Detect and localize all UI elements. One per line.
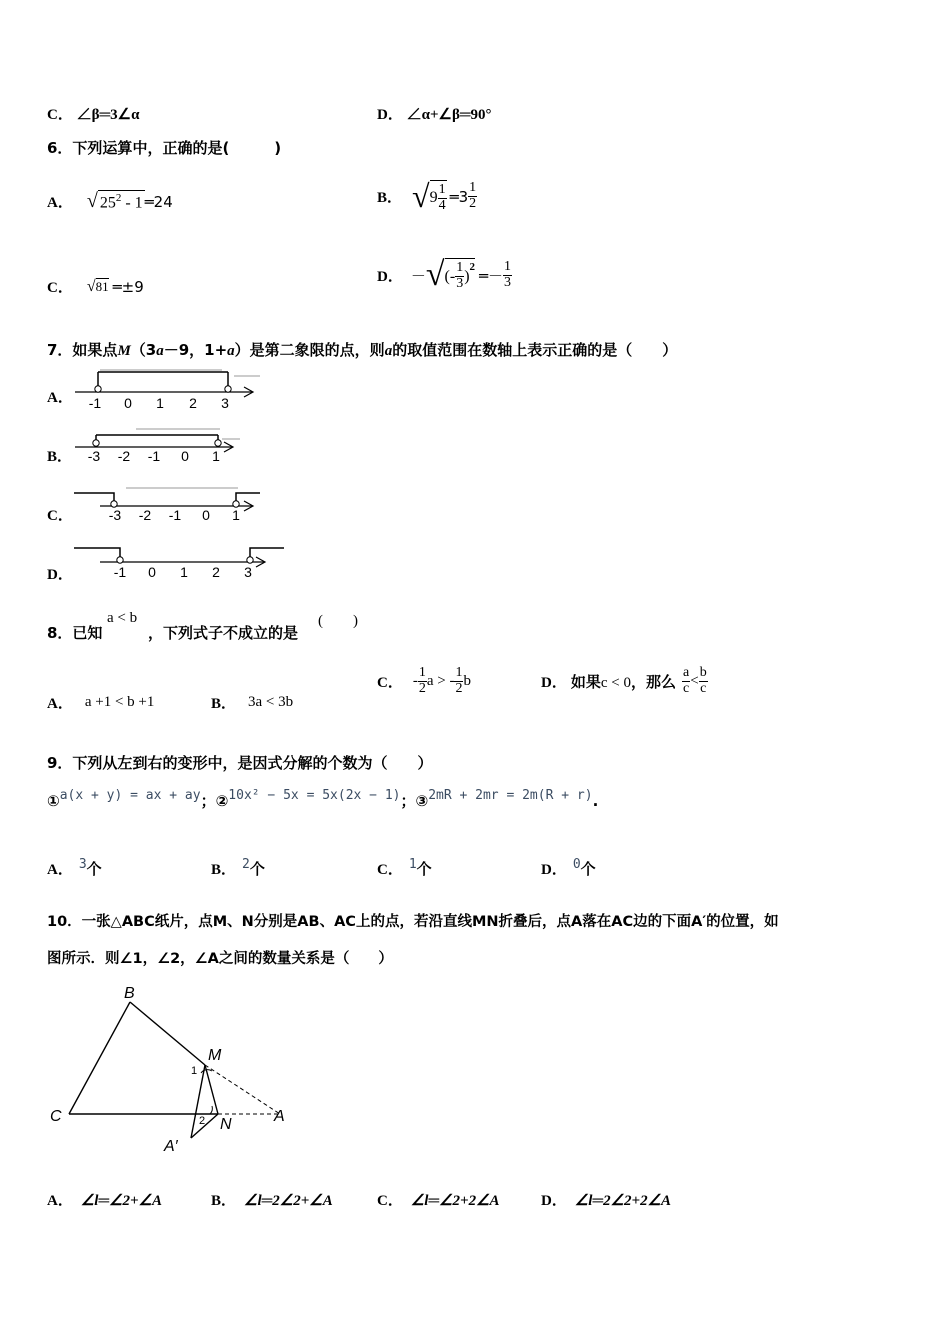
label-n: N xyxy=(220,1116,232,1133)
tick-label: -2 xyxy=(117,448,131,464)
q7-option-d-label: D． xyxy=(47,567,73,583)
tick-label: 0 xyxy=(181,448,189,464)
q9-formulas xyxy=(47,790,598,811)
side-bm xyxy=(130,1002,205,1065)
q5-option-d xyxy=(377,103,492,124)
tick-label: 3 xyxy=(221,395,229,411)
q7-stem: 7．如果点M（3a－9，1+a）是第二象限的点，则a的取值范围在数轴上表示正确的是（ ） xyxy=(47,341,678,359)
q9-option-a: A． 3个 xyxy=(47,857,102,878)
tick-label: 1 xyxy=(232,507,240,523)
sqrt-icon: √ xyxy=(412,178,430,214)
q7-option-c-label: C． xyxy=(47,508,73,524)
separator: ；③ xyxy=(400,792,429,810)
tick-label: -3 xyxy=(87,448,101,464)
radicand: 81 xyxy=(95,279,109,294)
q8-condition: a < b xyxy=(107,610,138,626)
q8-stem-pre: 8．已知 xyxy=(47,624,103,642)
formula-1: a(x + y) = ax + ay xyxy=(59,788,201,803)
tick-label: 2 xyxy=(212,564,220,580)
q9-option-b: B． 2个 xyxy=(211,857,265,878)
period: . xyxy=(592,792,599,810)
angle-2-arc xyxy=(210,1106,212,1114)
q10-stem-line1: 10．一张△ABC纸片，点M、N分别是AB、AC上的点，若沿直线MN折叠后，点A落在AC边的下面A′的位置，如 xyxy=(47,914,779,930)
tick-label: -1 xyxy=(113,564,127,580)
q10-option-a: A． ∠l═∠2+∠A xyxy=(47,1193,163,1209)
q9-option-d: D． 0个 xyxy=(541,857,596,878)
tick-label: 1 xyxy=(156,395,164,411)
q7-option-b-label: B． xyxy=(47,449,73,465)
equals-value: ═－ xyxy=(479,266,504,285)
q8-option-a xyxy=(47,692,154,713)
circled-number: ① xyxy=(47,792,60,810)
tick-label: 0 xyxy=(202,507,210,523)
q10-option-c: C． ∠l═∠2+2∠A xyxy=(377,1193,500,1209)
tick-label: -1 xyxy=(168,507,182,523)
q6-stem: 6．下列运算中，正确的是( ) xyxy=(47,139,282,157)
number-line-c xyxy=(70,484,265,529)
tick-label: 2 xyxy=(189,395,197,411)
radicand: $25^2 - 1$ xyxy=(99,192,143,212)
q9-option-c: C． 1个 xyxy=(377,857,432,878)
q10-stem-line2: 图所示．则∠1，∠2，∠A之间的数量关系是（ ） xyxy=(47,951,393,967)
option-label: C． xyxy=(47,107,73,123)
q10-option-b: B． ∠l═2∠2+∠A xyxy=(211,1193,333,1209)
tick-label: 1 xyxy=(212,448,220,464)
separator: ；② xyxy=(200,792,229,810)
option-text: a +1 < b +1 xyxy=(84,694,155,710)
label-a: A xyxy=(274,1108,285,1125)
tick-label: 1 xyxy=(180,564,188,580)
option-label: B． xyxy=(211,696,237,712)
option-label: B． xyxy=(377,190,403,206)
sqrt-icon: √ xyxy=(86,277,96,295)
sqrt-icon: √ xyxy=(425,256,445,293)
equals-value: ═3 xyxy=(449,187,469,206)
option-label: D． xyxy=(541,675,567,692)
option-label: A． xyxy=(47,696,73,712)
q6-option-d: D． － √ (- $\frac{1}{3}$ ) $^2$ ═－ $\frac{1}{3}$ xyxy=(377,256,512,293)
q8-option-d: D． 如果 c < 0 ，那么 $\frac{a}{c}$ < $\frac{b}{c}$ xyxy=(541,665,707,696)
q6-option-a xyxy=(47,190,173,213)
q8-option-c: C． - $\frac{1}{2}$ a > - $\frac{1}{2}$ b xyxy=(377,665,471,696)
radicand: (- $\frac{1}{3}$ ) $^2$ xyxy=(444,260,476,291)
option-text: ∠β═3∠α xyxy=(76,107,140,123)
formula-3: 2mR + 2mr = 2m(R + r) xyxy=(428,788,593,803)
q6-option-c xyxy=(47,276,144,297)
formula-2: 10x² − 5x = 5x(2x − 1) xyxy=(228,788,401,803)
tick-label: -1 xyxy=(147,448,161,464)
minus-sign: － xyxy=(410,266,426,285)
option-label: C． xyxy=(377,675,403,692)
q9-stem: 9．下列从左到右的变形中，是因式分解的个数为（ ） xyxy=(47,754,433,772)
q5-option-c xyxy=(47,103,139,124)
q8-stem-post: ，下列式子不成立的是 xyxy=(148,624,299,642)
tick-label: 3 xyxy=(244,564,252,580)
label-c: C xyxy=(50,1108,62,1125)
option-label: D． xyxy=(377,268,403,285)
tick-label: -1 xyxy=(88,395,102,411)
fold-mn xyxy=(205,1065,218,1114)
tick-label: -3 xyxy=(108,507,122,523)
tick-label: 0 xyxy=(124,395,132,411)
q10-option-d: D． ∠l═2∠2+2∠A xyxy=(541,1193,672,1209)
side-cb xyxy=(69,1002,130,1114)
label-b: B xyxy=(124,985,135,1002)
option-text: ∠α+∠β═90° xyxy=(406,107,492,123)
option-label: D． xyxy=(377,107,403,123)
q6-option-b: B． √ 9 $\frac{1}{4}$ ═3 $\frac{1}{2}$ xyxy=(377,178,477,214)
option-text: 3a < 3b xyxy=(248,694,294,710)
q8-paren: ( ) xyxy=(318,613,358,629)
number-line-b xyxy=(70,425,245,470)
tick-label: -2 xyxy=(138,507,152,523)
number-line-d xyxy=(70,542,290,587)
q7-option-a-label: A． xyxy=(47,390,73,406)
label-2: 2 xyxy=(199,1115,206,1127)
label-1: 1 xyxy=(191,1065,198,1077)
option-label: A． xyxy=(47,195,73,211)
label-a-prime: A′ xyxy=(164,1138,178,1155)
radicand: 9 $\frac{1}{4}$ xyxy=(429,181,446,213)
option-label: C． xyxy=(47,280,73,296)
equals-value: ═24 xyxy=(144,192,173,211)
q8-option-b xyxy=(211,692,293,713)
q10-triangle-figure xyxy=(40,978,300,1163)
sqrt-icon: √ xyxy=(86,190,98,212)
label-m: M xyxy=(208,1047,222,1064)
tick-label: 0 xyxy=(148,564,156,580)
equals-value: ═±9 xyxy=(112,277,144,296)
number-line-a xyxy=(70,368,265,413)
